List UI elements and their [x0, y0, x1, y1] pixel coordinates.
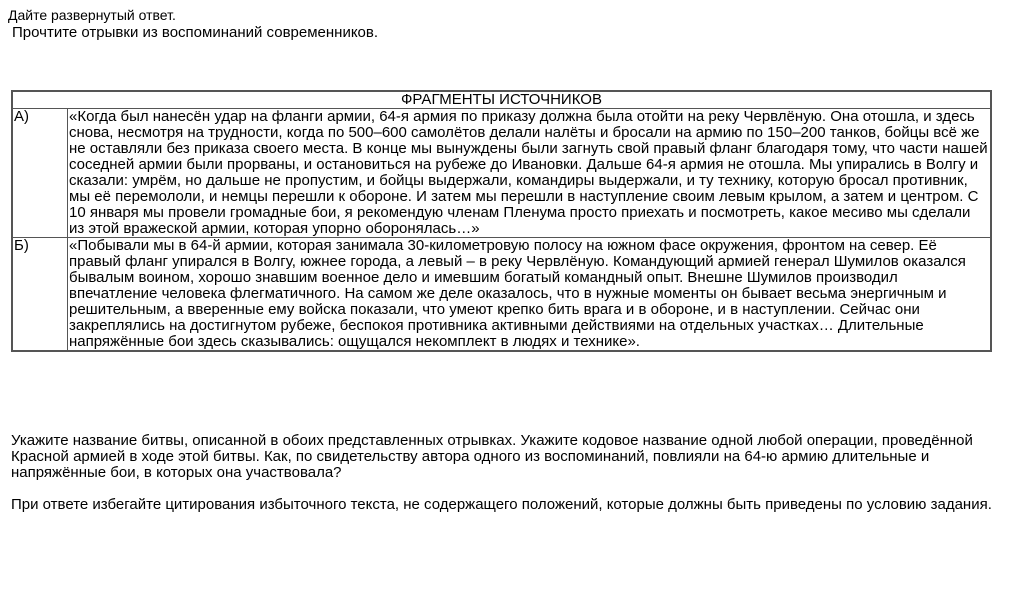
sources-table [11, 90, 992, 352]
fragment-label: А) [12, 109, 68, 238]
answer-note: При ответе избегайте цитирования избыточного текста, не содержащего положений, которые должны быть приведены по условию задания. [11, 496, 992, 513]
table-row [12, 238, 991, 352]
lead-text: Прочтите отрывки из воспоминаний современников. [12, 24, 379, 41]
task-question: Укажите название битвы, описанной в обоих представленных отрывках. Укажите кодовое название одной любой операции, проведённой Красной армией в ходе этой битвы. Как, по свидетельству автора одного из воспоминаний, повлияли на 64-ю армию длительные и напряжённые бои, в которых она участвовала? [11, 432, 973, 481]
fragment-text: «Побывали мы в 64-й армии, которая занимала 30-километровую полосу на южном фасе окружения, фронтом на север. Её правый фланг упирался в Волгу, южнее города, а левый – в реку Червлёную. Командующий армией генерал Шумилов оказался бывалым воином, хорошо знавшим военное дело и имевшим богатый командный опыт. Внешне Шумилов производил впечатление человека флегматичного. На самом же деле оказалось, что в нужные моменты он бывает весьма энергичным и решительным, а вверенные ему войска показали, что умеют крепко бить врага и в обороне, и в наступлении. Сейчас они закреплялись на достигнутом рубеже, беспокоя противника активными действиями на отдельных участках… Длительные напряжённые бои здесь сказывались: ощущался некомплект в людях и технике». [68, 238, 992, 352]
instruction-text: Дайте развернутый ответ. [8, 7, 176, 23]
fragment-label: Б) [12, 238, 68, 352]
fragment-text: «Когда был нанесён удар на фланги армии, 64-я армия по приказу должна была отойти на реку Червлёную. Она отошла, и здесь снова, несмотря на трудности, когда по 500–600 самолётов делали налёты и бросали на армию по 150–200 танков, бойцы всё же не оставляли без приказа своего места. В конце мы вынуждены были загнуть свой правый фланг благодаря тому, что части нашей соседней армии были прорваны, и остановиться на рубеже до Ивановки. Дальше 64-я армия не отошла. Мы упирались в Волгу и сказали: умрём, но дальше не пропустим, и бойцы выдержали, командиры выдержали, и ту технику, которую бросал противник, мы её перемололи, и немцы перешли к обороне. И затем мы перешли в наступление своим левым крылом, а затем и центром. С 10 января мы провели громадные бои, я рекомендую членам Пленума просто приехать и посмотреть, какое месиво мы сделали из этой вражеской армии, которая упорно оборонялась…» [68, 109, 992, 238]
table-header: ФРАГМЕНТЫ ИСТОЧНИКОВ [12, 91, 991, 109]
table-header-row [12, 91, 991, 109]
table-row [12, 109, 991, 238]
